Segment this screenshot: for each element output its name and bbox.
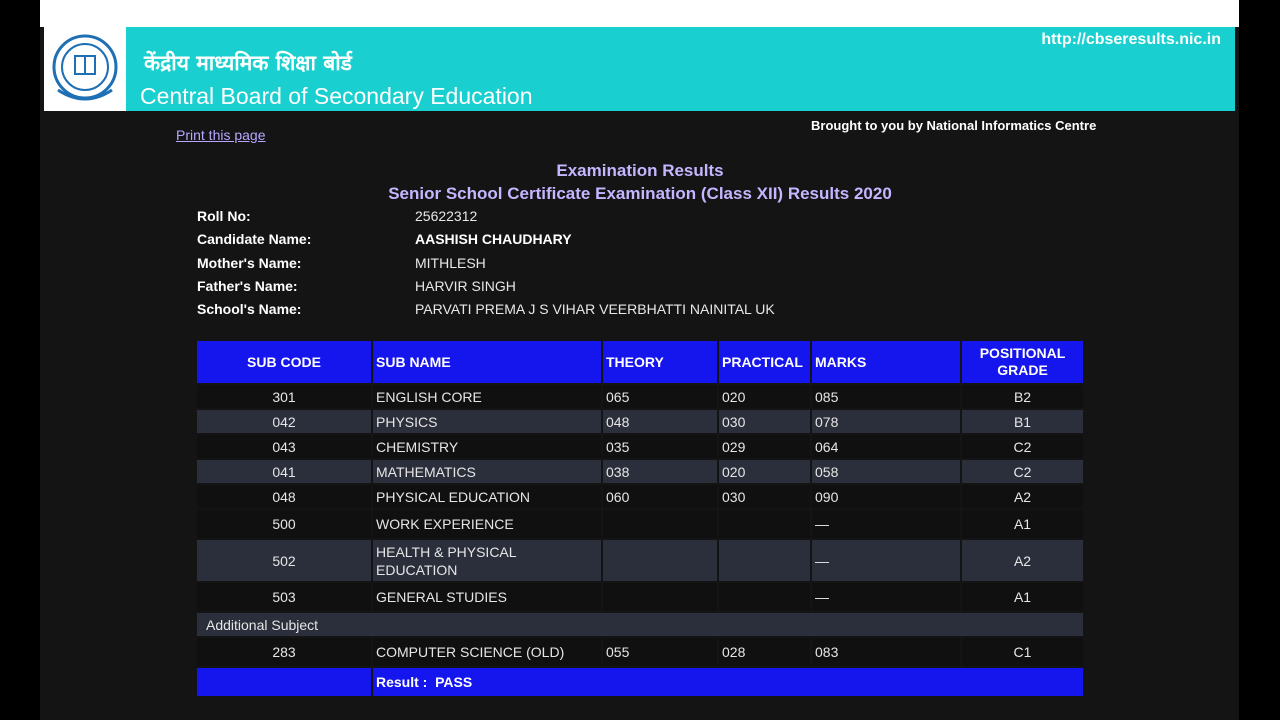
grade-cell: C2: [962, 435, 1083, 458]
cbse-logo: [44, 27, 126, 111]
result-cell: [373, 668, 1083, 696]
theory-cell: 035: [603, 435, 717, 458]
sub-code-cell: 283: [197, 638, 371, 666]
theory-cell: 038: [603, 460, 717, 483]
marks-cell: 085: [812, 385, 960, 408]
sub-code-cell: 048: [197, 485, 371, 508]
grade-cell: A2: [962, 540, 1083, 581]
theory-cell: 065: [603, 385, 717, 408]
col-header-grade: POSITIONAL GRADE: [962, 341, 1083, 383]
info-label: Mother's Name:: [197, 254, 302, 271]
sub-name-cell: HEALTH & PHYSICAL EDUCATION: [373, 540, 601, 581]
table-row: [197, 385, 1083, 408]
practical-cell: [719, 540, 810, 581]
table-row: [197, 583, 1083, 611]
info-label: Candidate Name:: [197, 231, 312, 248]
theory-cell: [603, 540, 717, 581]
marks-table: [195, 339, 1085, 698]
table-row: [197, 485, 1083, 508]
additional-subject-row: [197, 613, 1083, 636]
sub-code-cell: 301: [197, 385, 371, 408]
sub-name-cell: ENGLISH CORE: [373, 385, 601, 408]
header-url: http://cbseresults.nic.in: [1041, 31, 1221, 48]
result-empty-cell: [197, 668, 371, 696]
sub-code-cell: 043: [197, 435, 371, 458]
sub-code-cell: 500: [197, 510, 371, 538]
marks-cell: 078: [812, 410, 960, 433]
col-header-marks: MARKS: [812, 341, 960, 383]
info-value: HARVIR SINGH: [415, 277, 516, 294]
result-value: PASS: [435, 674, 473, 690]
grade-cell: A1: [962, 583, 1083, 611]
theory-cell: [603, 583, 717, 611]
info-label: School's Name:: [197, 301, 302, 318]
result-row: [197, 668, 1083, 696]
col-header-sub-name: SUB NAME: [373, 341, 601, 383]
sub-name-cell: MATHEMATICS: [373, 460, 601, 483]
result-label: Result :: [376, 674, 428, 690]
marks-cell: 090: [812, 485, 960, 508]
marks-cell: —: [812, 583, 960, 611]
grade-cell: C1: [962, 638, 1083, 666]
sub-name-cell: PHYSICAL EDUCATION: [373, 485, 601, 508]
results-subtitle: Senior School Certificate Examination (Class XII) Results 2020: [388, 184, 892, 203]
practical-cell: 030: [719, 485, 810, 508]
practical-cell: 030: [719, 410, 810, 433]
marks-cell: 064: [812, 435, 960, 458]
practical-cell: [719, 583, 810, 611]
sub-name-cell: COMPUTER SCIENCE (OLD): [373, 638, 601, 666]
marks-cell: —: [812, 540, 960, 581]
col-header-sub-code: SUB CODE: [197, 341, 371, 383]
practical-cell: 029: [719, 435, 810, 458]
marks-cell: 083: [812, 638, 960, 666]
sub-code-cell: 502: [197, 540, 371, 581]
practical-cell: 020: [719, 385, 810, 408]
table-row: [197, 435, 1083, 458]
grade-cell: C2: [962, 460, 1083, 483]
practical-cell: 020: [719, 460, 810, 483]
sub-name-cell: WORK EXPERIENCE: [373, 510, 601, 538]
info-value: MITHLESH: [415, 254, 486, 271]
grade-cell: B2: [962, 385, 1083, 408]
header-hindi-title: केंद्रीय माध्यमिक शिक्षा बोर्ड: [144, 51, 352, 75]
grade-cell: A1: [962, 510, 1083, 538]
results-title: Examination Results: [556, 161, 724, 180]
info-label: Roll No:: [197, 208, 251, 224]
grade-cell: A2: [962, 485, 1083, 508]
sub-name-cell: CHEMISTRY: [373, 435, 601, 458]
info-value: PARVATI PREMA J S VIHAR VEERBHATTI NAINITAL UK: [415, 301, 775, 318]
table-row: [197, 510, 1083, 538]
table-header-row: [197, 341, 1083, 383]
info-label: Father's Name:: [197, 277, 298, 294]
sub-code-cell: 042: [197, 410, 371, 433]
table-row: [197, 638, 1083, 666]
browser-top-strip: [40, 0, 1239, 27]
practical-cell: 028: [719, 638, 810, 666]
grade-cell: B1: [962, 410, 1083, 433]
theory-cell: [603, 510, 717, 538]
col-header-practical: PRACTICAL: [719, 341, 810, 383]
practical-cell: [719, 510, 810, 538]
marks-cell: 058: [812, 460, 960, 483]
sub-name-cell: GENERAL STUDIES: [373, 583, 601, 611]
theory-cell: 048: [603, 410, 717, 433]
sub-name-cell: PHYSICS: [373, 410, 601, 433]
sub-code-cell: 041: [197, 460, 371, 483]
table-row: [197, 410, 1083, 433]
table-row: [197, 540, 1083, 581]
site-header: [44, 27, 1235, 111]
theory-cell: 060: [603, 485, 717, 508]
additional-subject-label: Additional Subject: [197, 613, 1083, 636]
sub-code-cell: 503: [197, 583, 371, 611]
info-value: AASHISH CHAUDHARY: [415, 231, 572, 248]
cbse-emblem-icon: [50, 32, 120, 106]
marks-cell: —: [812, 510, 960, 538]
theory-cell: 055: [603, 638, 717, 666]
print-page-link[interactable]: Print this page: [176, 127, 266, 143]
table-row: [197, 460, 1083, 483]
col-header-theory: THEORY: [603, 341, 717, 383]
info-value: 25622312: [415, 208, 478, 224]
brought-by-text: Brought to you by National Informatics Centre: [811, 118, 1097, 133]
header-english-title: Central Board of Secondary Education: [140, 83, 533, 109]
